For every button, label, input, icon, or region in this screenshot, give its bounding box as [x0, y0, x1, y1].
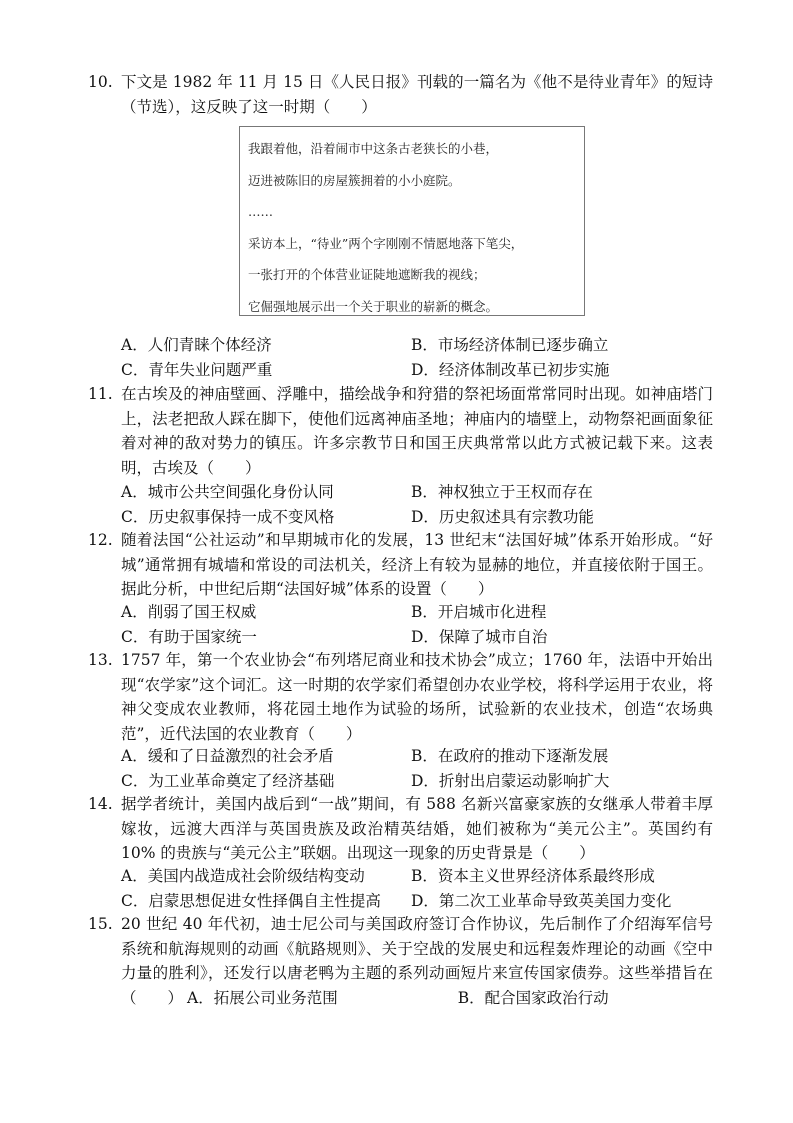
- poem-line: 一张打开的个体营业证陡地遮断我的视线；: [248, 267, 486, 282]
- option-b[interactable]: B．市场经济体制已逐步确立: [411, 336, 609, 354]
- options-14: [121, 864, 721, 913]
- option-d[interactable]: D．第二次工业革命导致英美国力变化: [411, 891, 672, 910]
- option-d[interactable]: D．折射出启蒙运动影响扩大: [411, 771, 610, 790]
- option-a[interactable]: A．人们青睐个体经济: [121, 336, 272, 354]
- question-number: 10.: [88, 73, 113, 91]
- option-c[interactable]: C．历史叙事保持一成不变风格: [121, 507, 335, 526]
- option-d[interactable]: D．历史叙述具有宗教功能: [411, 507, 594, 526]
- options-13: [121, 744, 721, 793]
- option-b[interactable]: B．神权独立于王权而存在: [411, 483, 593, 501]
- option-b[interactable]: B．资本主义世界经济体系最终形成: [411, 867, 655, 885]
- question-13: [88, 648, 713, 746]
- question-14: [88, 792, 713, 866]
- options-11: [121, 480, 721, 529]
- question-number: 12.: [88, 531, 113, 549]
- poem-line: 迈进被陈旧的房屋簇拥着的小小庭院。: [248, 172, 461, 188]
- question-11: [88, 382, 713, 480]
- question-stem: 据学者统计，美国内战后到“一战”期间，有 588 名新兴富豪家族的女继承人带着丰厚嫁妆，远渡大西洋与英国贵族及政治精英结婚，她们被称为“美元公主”。英国约有 10% 的贵族与“美元公主”联姻。出现这一现象的历史背景是（ ）: [121, 795, 713, 862]
- question-10: [88, 70, 713, 119]
- question-stem: 在古埃及的神庙壁画、浮雕中，描绘战争和狩猎的祭祀场面常常同时出现。如神庙塔门上，法老把敌人踩在脚下，使他们远离神庙圣地；神庙内的墙壁上，动物祭祀画面象征着对神的敌对势力的镇压。许多宗教节日和国王庆典常常以此方式被记载下来。这表明，古埃及（ ）: [121, 385, 713, 477]
- option-c[interactable]: C．有助于国家统一: [121, 627, 257, 646]
- option-c[interactable]: C．为工业革命奠定了经济基础: [121, 771, 335, 790]
- option-d[interactable]: D．保障了城市自治: [411, 627, 548, 646]
- option-c[interactable]: C．青年失业问题严重: [121, 360, 273, 379]
- option-a[interactable]: A．拓展公司业务范围: [187, 988, 338, 1007]
- option-b[interactable]: B．配合国家政治行动: [457, 988, 609, 1007]
- option-c[interactable]: C．启蒙思想促进女性择偶自主性提高: [121, 891, 381, 910]
- option-a[interactable]: A．美国内战造成社会阶级结构变动: [121, 867, 365, 885]
- question-number: 11.: [88, 385, 113, 403]
- question-stem-text: 20 世纪 40 年代初，迪士尼公司与美国政府签订合作协议，先后制作了介绍海军信号系统和航海规则的动画《航路规则》、关于空战的发展史和远程轰炸理论的动画《空中力量的胜利》，还发行以唐老鸭为主题的系列动画短片来宣传国家债券。这些举措旨在（ ）: [121, 915, 713, 1007]
- question-15: [88, 912, 713, 1010]
- options-12: [121, 600, 721, 649]
- poem-excerpt-box: [239, 126, 585, 316]
- option-a[interactable]: A．缓和了日益激烈的社会矛盾: [121, 747, 334, 765]
- option-d[interactable]: D．经济体制改革已初步实施: [411, 360, 610, 379]
- question-stem: [121, 912, 713, 1010]
- question-number: 15.: [88, 915, 113, 933]
- poem-line: 采访本上，“待业”两个字刚刚不情愿地落下笔尖，: [248, 235, 524, 251]
- option-a[interactable]: A．城市公共空间强化身份认同: [121, 483, 334, 501]
- option-a[interactable]: A．削弱了国王权威: [121, 603, 257, 621]
- question-number: 13.: [88, 651, 113, 669]
- question-stem: 随着法国“公社运动”和早期城市化的发展，13 世纪末“法国好城”体系开始形成。“好城”通常拥有城墙和常设的司法机关，经济上有较为显赫的地位，并直接依附于国王。据此分析，中世纪后期“法国好城”体系的设置（ ）: [121, 531, 713, 598]
- poem-line: 我跟着他，沿着闹市中这条古老狭长的小巷，: [248, 141, 499, 156]
- question-12: [88, 528, 713, 602]
- poem-line: 它倔强地展示出一个关于职业的崭新的概念。: [248, 298, 499, 314]
- question-stem: 1757 年，第一个农业协会“布列塔尼商业和技术协会”成立；1760 年，法语中开始出现“农学家”这个词汇。这一时期的农学家们希望创办农业学校，将科学运用于农业，将神父变成农业教师，将花园土地作为试验的场所，试验新的农业技术，创造“农场典范”，近代法国的农业教育（ ）: [121, 651, 713, 743]
- question-number: 14.: [88, 795, 113, 813]
- option-b[interactable]: B．开启城市化进程: [411, 603, 547, 621]
- question-stem: 下文是 1982 年 11 月 15 日《人民日报》刊载的一篇名为《他不是待业青年》的短诗（节选），这反映了这一时期（ ）: [121, 73, 713, 116]
- poem-line: ……: [248, 204, 273, 219]
- option-b[interactable]: B．在政府的推动下逐渐发展: [411, 747, 609, 765]
- options-10: [121, 333, 721, 382]
